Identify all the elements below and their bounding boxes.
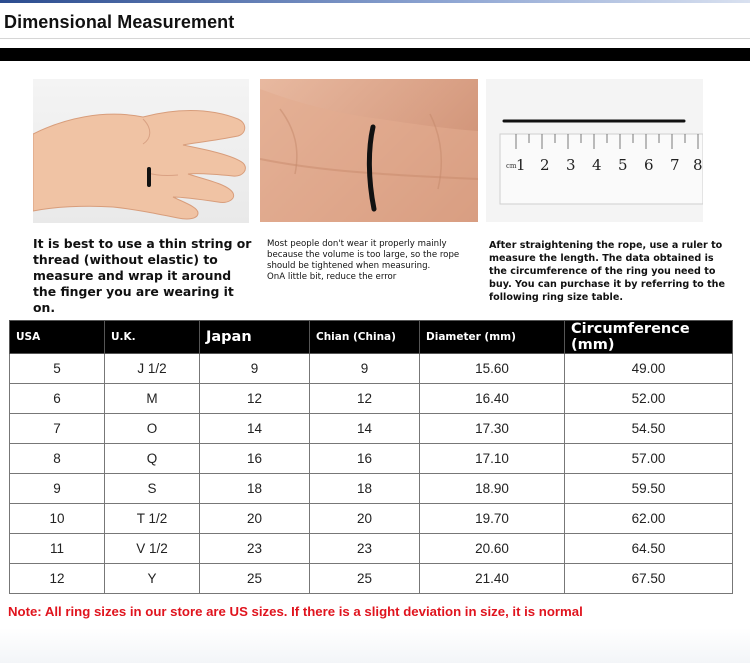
table-cell: 14 — [200, 414, 310, 444]
step2-line: because the volume is too large, so the rope — [267, 250, 460, 260]
hand-illustration — [33, 79, 249, 223]
step3-caption: After straightening the rope, use a ruler to measure the length. The data obtained is the circumference of the ring you need to buy. You can purchase it by referring to the following ring size table. — [489, 240, 726, 303]
table-cell: 23 — [200, 534, 310, 564]
header-circumference: Circumference (mm) — [565, 321, 733, 354]
table-cell: 9 — [310, 354, 420, 384]
page-title: Dimensional Measurement — [4, 12, 235, 32]
table-cell: 12 — [10, 564, 105, 594]
table-cell: 16.40 — [420, 384, 565, 414]
title-divider — [0, 38, 750, 39]
table-cell: 23 — [310, 534, 420, 564]
table-cell: M — [105, 384, 200, 414]
table-cell: 59.50 — [565, 474, 733, 504]
ruler-tick-label: 7 — [670, 156, 680, 174]
header-usa: USA — [10, 321, 105, 354]
table-cell: 20.60 — [420, 534, 565, 564]
size-note: Note: All ring sizes in our store are US sizes. If there is a slight deviation in size, it is normal — [8, 604, 583, 619]
table-cell: 16 — [310, 444, 420, 474]
string-closeup-photo — [260, 79, 478, 222]
table-cell: J 1/2 — [105, 354, 200, 384]
ruler-tick-label: 1 — [516, 156, 526, 174]
ruler-tick-label: 3 — [566, 156, 576, 174]
table-cell: 17.30 — [420, 414, 565, 444]
table-cell: 67.50 — [565, 564, 733, 594]
table-cell: Q — [105, 444, 200, 474]
table-cell: 7 — [10, 414, 105, 444]
step1-caption: It is best to use a thin string or thread (without elastic) to measure and wrap it around the finger you are wearing it on. — [33, 236, 252, 315]
table-cell: 5 — [10, 354, 105, 384]
string-on-finger — [147, 167, 151, 187]
header-diameter: Diameter (mm) — [420, 321, 565, 354]
step2-line: OnA little bit, reduce the error — [267, 272, 397, 282]
step2-line: Most people don't wear it properly mainly — [267, 239, 447, 249]
table-cell: 6 — [10, 384, 105, 414]
table-cell: 21.40 — [420, 564, 565, 594]
table-cell: 8 — [10, 444, 105, 474]
table-cell: 64.50 — [565, 534, 733, 564]
ruler-illustration — [486, 79, 703, 222]
table-cell: 15.60 — [420, 354, 565, 384]
table-cell: 20 — [200, 504, 310, 534]
table-cell: 11 — [10, 534, 105, 564]
table-cell: 19.70 — [420, 504, 565, 534]
table-cell: 18 — [200, 474, 310, 504]
step2-caption — [267, 239, 487, 283]
ruler-tick-label: 8 — [693, 156, 703, 174]
table-cell: 12 — [310, 384, 420, 414]
table-row — [10, 414, 733, 444]
table-row — [10, 354, 733, 384]
table-cell: 52.00 — [565, 384, 733, 414]
header-china: Chian (China) — [310, 321, 420, 354]
table-header-row — [10, 321, 733, 354]
ruler-photo — [486, 79, 703, 222]
black-banner-bar — [0, 48, 750, 61]
header-uk: U.K. — [105, 321, 200, 354]
table-cell: 54.50 — [565, 414, 733, 444]
table-cell: 9 — [200, 354, 310, 384]
table-cell: 17.10 — [420, 444, 565, 474]
table-cell: V 1/2 — [105, 534, 200, 564]
step2-line: should be tightened when measuring. — [267, 261, 431, 271]
table-row — [10, 564, 733, 594]
top-accent-line — [0, 0, 750, 3]
table-cell: 57.00 — [565, 444, 733, 474]
ruler-unit: cm — [506, 162, 517, 170]
table-cell: 12 — [200, 384, 310, 414]
table-cell: 18.90 — [420, 474, 565, 504]
table-row — [10, 384, 733, 414]
table-cell: 10 — [10, 504, 105, 534]
table-row — [10, 474, 733, 504]
finger-closeup-illustration — [260, 79, 478, 222]
ruler-tick-label: 5 — [618, 156, 628, 174]
table-cell: S — [105, 474, 200, 504]
table-cell: Y — [105, 564, 200, 594]
table-cell: 9 — [10, 474, 105, 504]
table-cell: T 1/2 — [105, 504, 200, 534]
footer-fade — [0, 628, 750, 663]
table-cell: 14 — [310, 414, 420, 444]
ring-size-table — [9, 320, 733, 594]
table-cell: 18 — [310, 474, 420, 504]
table-cell: 49.00 — [565, 354, 733, 384]
table-row — [10, 534, 733, 564]
table-cell: O — [105, 414, 200, 444]
table-cell: 25 — [200, 564, 310, 594]
ruler-tick-label: 2 — [540, 156, 550, 174]
table-row — [10, 504, 733, 534]
table-cell: 62.00 — [565, 504, 733, 534]
header-japan: Japan — [200, 321, 310, 354]
ruler-tick-label: 6 — [644, 156, 654, 174]
ruler-tick-label: 4 — [592, 156, 602, 174]
table-row — [10, 444, 733, 474]
hand-string-photo — [33, 79, 249, 223]
table-cell: 20 — [310, 504, 420, 534]
table-cell: 16 — [200, 444, 310, 474]
table-cell: 25 — [310, 564, 420, 594]
